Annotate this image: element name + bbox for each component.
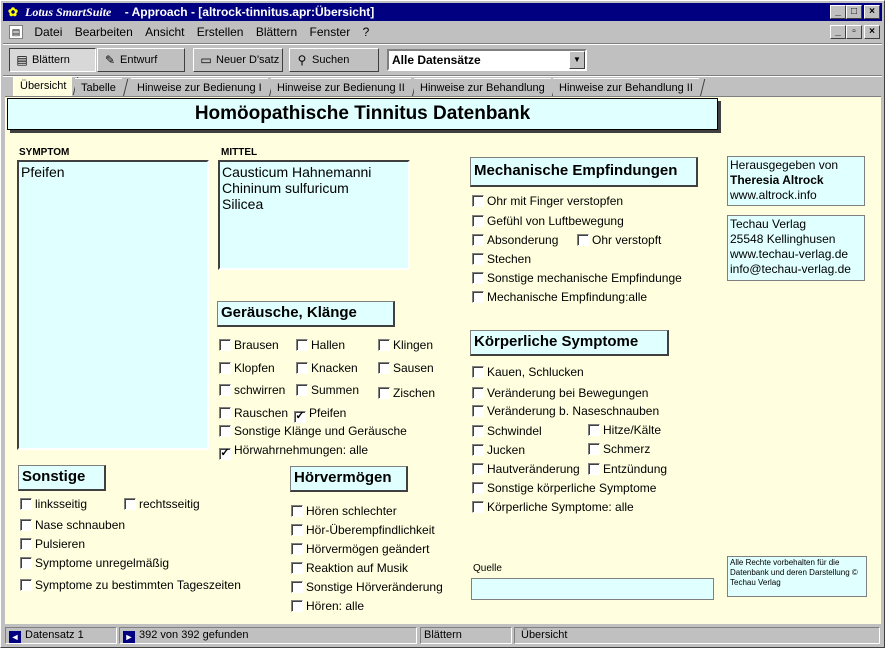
checkbox[interactable] [472,291,484,303]
verlag-name: Techau Verlag [730,217,807,231]
cb-label: Klingen [393,338,434,352]
verlag-box [727,215,865,281]
checkbox[interactable] [588,443,600,455]
menu-erstellen[interactable]: Erstellen [196,25,244,39]
geraeusche-header: Geräusche, Klänge [217,301,395,327]
cb-kauen-schlucken[interactable] [472,365,584,380]
tab-label: Hinweise zur Behandlung II [559,82,693,94]
cb-label: Absonderung [487,233,559,247]
new-record-button[interactable] [193,48,283,72]
checkbox-checked[interactable]: ✓ [295,410,305,422]
find-icon: ⚲ [297,53,307,68]
cb-label: Hallen [311,338,346,352]
checkbox[interactable] [20,538,32,550]
cb-label: Jucken [487,443,526,457]
cb-label: Zischen [393,386,436,400]
new-record-icon: ▭ [200,53,212,68]
cb-hallen[interactable] [296,338,345,353]
mechanisch-header: Mechanische Empfindungen [470,157,698,187]
cb-label: Pfeifen [309,406,347,420]
checkbox[interactable] [378,362,390,374]
browse-button[interactable] [9,48,96,72]
checkbox[interactable] [296,362,308,374]
cb-schmerz[interactable] [588,442,650,457]
checkbox[interactable] [472,387,484,399]
title-bar [3,3,882,21]
cb-ohr-verstopft[interactable] [577,233,661,248]
cb-label: Klopfen [234,361,275,375]
cb-hitze-kaelte[interactable] [588,423,661,438]
cb-linksseitig[interactable] [20,497,87,512]
cb-zischen[interactable] [378,386,435,401]
checkbox[interactable] [472,501,484,513]
sonstige-header: Sonstige [18,465,106,491]
app-brand: Lotus SmartSuite [25,5,112,19]
checkbox[interactable] [291,543,303,555]
new-record-label: Neuer D'satz [216,54,280,66]
found-set-select[interactable] [387,49,587,71]
design-icon: ✎ [104,53,116,68]
mittel-line: Chininum sulfuricum [222,180,349,196]
cb-label: Rauschen [234,406,289,420]
minimize-button[interactable]: _ [830,5,846,19]
publisher-line: Herausgegeben von [730,158,839,172]
menu-datei[interactable]: Datei [34,25,63,39]
checkbox[interactable] [291,600,303,612]
cb-klopfen[interactable] [219,361,275,376]
checkbox[interactable] [219,339,231,351]
doc-minimize-button[interactable]: _ [830,25,846,39]
checkbox[interactable] [20,557,32,569]
checkbox[interactable] [20,498,32,510]
tab-bedienung-2[interactable] [271,78,411,96]
checkbox-checked[interactable]: ✓ [220,447,230,459]
cb-label: Körperliche Symptome: alle [487,500,634,514]
tab-label: Hinweise zur Bedienung I [137,82,262,94]
cb-label: Hören: alle [306,599,365,613]
checkbox[interactable] [219,384,231,396]
checkbox[interactable] [219,425,231,437]
cb-label: schwirren [234,383,286,397]
cb-label: Sonstige körperliche Symptome [487,481,657,495]
verlag-web: www.techau-verlag.de [730,247,849,261]
cb-label: Veränderung bei Bewegungen [487,386,649,400]
cb-stechen[interactable] [472,252,531,267]
tab-tabelle[interactable] [75,78,122,96]
cb-label: Knacken [311,361,358,375]
cb-jucken[interactable] [472,443,525,458]
quelle-field[interactable] [471,578,714,600]
cb-bewegungen[interactable] [472,386,648,401]
menu-ansicht[interactable]: Ansicht [145,25,185,39]
cb-sausen[interactable] [378,361,434,376]
cb-label: Hörvermögen geändert [306,542,430,556]
prev-record-icon[interactable]: ◄ [10,632,20,642]
cb-label: Stechen [487,252,532,266]
mittel-line: Causticum Hahnemanni [222,164,372,180]
mittel-field[interactable] [218,160,410,270]
cb-knacken[interactable] [296,361,358,376]
cb-label: Ohr verstopft [592,233,662,247]
checkbox[interactable] [472,366,484,378]
cb-label: Nase schnauben [35,518,126,532]
cb-label: Sonstige Hörveränderung [306,580,443,594]
cb-label: rechtsseitig [139,497,200,511]
status-mode[interactable]: Blättern [420,627,512,644]
cb-naseschnauben[interactable] [472,404,659,419]
toolbar [3,46,882,74]
cb-ohr-finger[interactable] [472,194,623,209]
next-record-icon[interactable]: ► [124,632,134,642]
cb-sonstige-hoerveraenderung[interactable] [291,580,443,595]
design-button[interactable] [97,48,185,72]
status-view[interactable]: Übersicht [514,627,880,644]
cb-label: Brausen [234,338,279,352]
lotus-logo-icon: ✿ [7,5,19,19]
cb-sonstige-mechanisch[interactable] [472,271,682,286]
dropdown-arrow-icon[interactable]: ▼ [569,51,585,69]
publisher-web: www.altrock.info [730,188,817,202]
cb-unregelmaessig[interactable] [20,556,169,571]
checkbox[interactable] [472,444,484,456]
checkbox[interactable] [472,425,484,437]
checkbox[interactable] [588,424,600,436]
cb-rechtsseitig[interactable] [124,497,200,512]
found-set-value: Alle Datensätze [392,53,481,67]
cb-hoeren-schlechter[interactable] [291,504,397,519]
form-title: Homöopathische Tinnitus Datenbank [7,98,718,130]
checkbox[interactable] [291,524,303,536]
tab-label: Hinweise zur Bedienung II [277,82,405,94]
cb-label: Schmerz [603,442,651,456]
cb-schwindel[interactable] [472,424,542,439]
checkbox[interactable] [378,339,390,351]
checkbox[interactable] [588,463,600,475]
tab-behandlung-1[interactable] [414,78,551,96]
tab-label: Tabelle [81,82,116,94]
maximize-button[interactable]: □ [846,5,862,19]
menu-bearbeiten[interactable]: Bearbeiten [74,25,133,39]
checkbox[interactable] [577,234,589,246]
cb-label: Hitze/Kälte [603,423,662,437]
cb-summen[interactable] [296,383,359,398]
cb-label: Hör-Überempfindlichkeit [306,523,435,537]
publisher-name: Theresia Altrock [730,173,824,187]
menu-bar [3,22,882,42]
menu-fenster[interactable]: Fenster [309,25,351,39]
checkbox[interactable] [472,253,484,265]
checkbox[interactable] [124,498,136,510]
tab-bedienung-1[interactable] [131,78,268,96]
status-found-text: 392 von 392 gefunden [139,629,249,641]
checkbox[interactable] [472,463,484,475]
cb-hoerwahrnehmungen-alle[interactable] [219,443,368,458]
doc-restore-button[interactable]: ▫ [846,25,862,39]
koerperlich-header: Körperliche Symptome [470,330,669,356]
cb-pulsieren[interactable] [20,537,85,552]
rights-notice: Alle Rechte vorbehalten für die Datenbank und deren Darstellung © Techau Verlag [727,556,867,597]
tab-uebersicht[interactable] [13,76,72,96]
cb-schwirren[interactable] [219,383,285,398]
checkbox[interactable] [291,581,303,593]
cb-hoeren-alle[interactable] [291,599,364,614]
tab-label: Hinweise zur Behandlung [420,82,545,94]
status-bar [3,626,882,646]
cb-sonstige-koerperlich[interactable] [472,481,656,496]
cb-absonderung[interactable] [472,233,558,248]
cb-label: Symptome unregelmäßig [35,556,170,570]
cb-reaktion-musik[interactable] [291,561,408,576]
checkbox[interactable] [472,215,484,227]
cb-label: Hörwahrnehmungen: alle [234,443,369,457]
tab-label: Übersicht [20,80,67,92]
cb-entzuendung[interactable] [588,462,667,477]
cb-label: Ohr mit Finger verstopfen [487,194,624,208]
document-icon[interactable]: ▤ [9,25,23,39]
publisher-box [727,156,865,206]
find-label: Suchen [312,54,350,66]
mittel-line: Silicea [222,196,264,212]
cb-label: Schwindel [487,424,542,438]
tab-behandlung-2[interactable] [553,78,699,96]
browse-icon: ▤ [16,53,28,68]
toolbar-separator [3,43,882,45]
cb-hoervermoegen-geaendert[interactable] [291,542,429,557]
cb-sonstige-klaenge[interactable] [219,424,407,439]
find-button[interactable] [289,48,379,72]
checkbox[interactable] [472,405,484,417]
mittel-label: MITTEL [221,147,258,158]
menu-help[interactable]: ? [362,25,370,39]
tabs-separator [3,75,882,77]
checkbox[interactable] [296,384,308,396]
cb-label: Sausen [393,361,434,375]
status-record-text: Datensatz 1 [25,629,84,641]
hoervermoegen-header: Hörvermögen [290,466,408,492]
cb-label: Sonstige Klänge und Geräusche [234,424,407,438]
symptom-field[interactable]: Pfeifen [17,160,209,450]
checkbox[interactable] [472,195,484,207]
cb-hautveraenderung[interactable] [472,462,580,477]
cb-luftbewegung[interactable] [472,214,624,229]
checkbox[interactable] [219,362,231,374]
verlag-city: 25548 Kellinghusen [730,232,836,246]
checkbox[interactable] [378,387,390,399]
cb-koerperlich-alle[interactable] [472,500,634,515]
checkbox[interactable] [296,339,308,351]
cb-label: Entzündung [603,462,668,476]
cb-label: Summen [311,383,360,397]
checkbox[interactable] [472,272,484,284]
checkbox[interactable] [291,562,303,574]
cb-nase-schnauben[interactable] [20,518,125,533]
menu-blaettern[interactable]: Blättern [255,25,298,39]
cb-brausen[interactable] [219,338,279,353]
cb-klingen[interactable] [378,338,433,353]
cb-label: Symptome zu bestimmten Tageszeiten [35,578,241,592]
quelle-label: Quelle [473,563,502,574]
checkbox[interactable] [219,407,231,419]
cb-label: Hautveränderung [487,462,580,476]
checkbox[interactable] [291,505,303,517]
cb-hoer-ueberempfindlichkeit[interactable] [291,523,435,538]
cb-label: Sonstige mechanische Empfindunge [487,271,682,285]
cb-label: Hören schlechter [306,504,397,518]
status-found[interactable] [119,627,417,644]
view-tabs [5,78,881,96]
cb-pfeifen[interactable] [294,406,346,421]
verlag-email: info@techau-verlag.de [730,262,851,276]
browse-label: Blättern [32,54,70,66]
checkbox[interactable] [20,519,32,531]
window-title: - Approach - [altrock-tinnitus.apr:Übersicht] [124,5,375,19]
checkbox[interactable] [472,234,484,246]
cb-rauschen[interactable] [219,406,288,421]
cb-label: Pulsieren [35,537,86,551]
form-uebersicht [5,96,881,624]
doc-close-button[interactable]: × [864,25,880,39]
cb-label: Kauen, Schlucken [487,365,584,379]
cb-label: linksseitig [35,497,88,511]
cb-tageszeiten[interactable] [20,578,241,593]
cb-mechanisch-alle[interactable] [472,290,647,305]
design-label: Entwurf [120,54,158,66]
status-record[interactable] [5,627,117,644]
cb-label: Mechanische Empfindung:alle [487,290,648,304]
checkbox[interactable] [472,482,484,494]
symptom-label: SYMPTOM [19,147,70,158]
close-button[interactable]: × [864,5,880,19]
cb-label: Veränderung b. Naseschnauben [487,404,660,418]
cb-label: Gefühl von Luftbewegung [487,214,624,228]
checkbox[interactable] [20,579,32,591]
cb-label: Reaktion auf Musik [306,561,409,575]
